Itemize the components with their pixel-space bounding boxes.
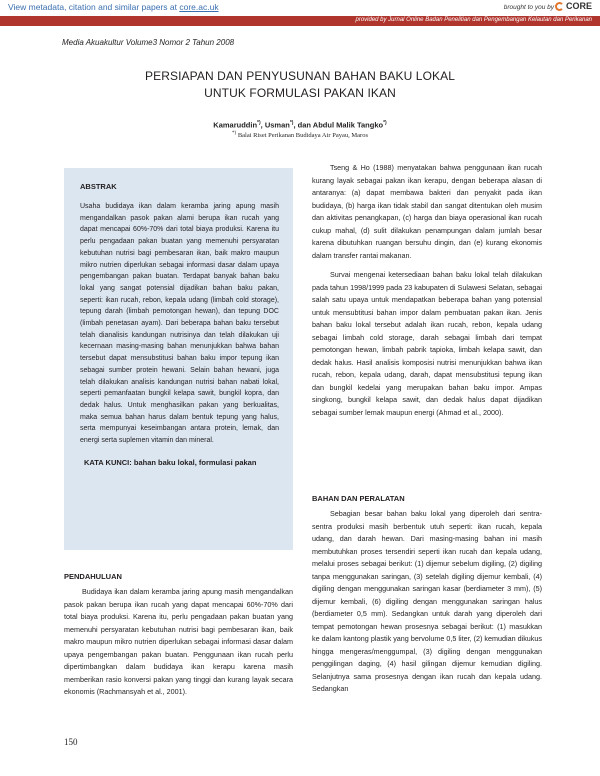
brought-by-label: brought to you by (503, 4, 554, 11)
title-line-2: UNTUK FORMULASI PAKAN IKAN (204, 86, 396, 100)
abstract-box (64, 168, 293, 550)
core-banner (0, 0, 600, 30)
paragraph-tseng: Tseng & Ho (1988) menyatakan bahwa penggunaan ikan rucah kurang layak sebagai pakan ikan kerapu, dengan beberapa alasan di antaranya: (a) dapat membawa bakteri dan penyakit pada ikan budidaya, (b) harga ikan tidak stabil dan sangat ditentukan oleh musim dan aktivitas penangkapan, (c) harga dan biaya operasional ikan rucah cukup mahal, (d) sulit dilakukan penampungan dalam jumlah besar karena dibutuhkan ruangan bersuhu dingin, dan (e) kurang ekonomis dalam transfer rantai makanan. (312, 163, 542, 260)
section-heading-bahan: BAHAN DAN PERALATAN (312, 494, 405, 503)
journal-header: Media Akuakultur Volume3 Nomor 2 Tahun 2008 (62, 38, 235, 47)
provided-by-text: provided by Jurnal Online Badan Penelitian dan Pengembangan Kelautan dan Perikanan (355, 17, 592, 23)
pendahuluan-column (64, 586, 293, 706)
core-logo[interactable]: CORE (555, 1, 592, 11)
affiliation: *) Balai Riset Perikanan Budidaya Air Payau, Maros (232, 131, 368, 140)
keywords: KATA KUNCI: bahan baku lokal, formulasi pakan (84, 457, 257, 467)
article-title (62, 68, 538, 102)
section-heading-pendahuluan: PENDAHULUAN (64, 572, 122, 581)
core-metadata-link[interactable]: View metadata, citation and similar papers at core.ac.uk (8, 2, 219, 12)
abstract-body: Usaha budidaya ikan dalam keramba jaring apung masih mengandalkan pasok pakan alami berupa ikan rucah yang dapat mencapai 60%-70% dari total biaya produksi. Karena itu perlu pengadaan pakan buatan yang memenuhi persyaratan kebutuhan nutrisi bagi pembesaran ikan, baik makro maupun mikro nutrien diperlukan sebagai informasi dasar dalam upaya pengembangan pakan buatan. Terdapat banyak bahan baku lokal yang sangat potensial dijadikan bahan baku pakan, seperti: ikan rucah, rebon, kepala udang (limbah cold storage), tepung darah (limbah pemotongan hewan), dan tepung DOC (limbah penetasan ayam). Dari beberapa bahan baku tersebut telah dianalisis kandungan nutrisinya dan telah dilakukan uji kecernaan masing-masing bahan menunjukkan bahwa bahan tersebut dapat mensubstitusi bahan baku impor tepung ikan sebagai sumber protein hewani. Selain bahan hewani, juga telah dilakukan analisis kandungan nutrisi bahan nabati lokal, seperti pemanfaatan bungkil kelapa sawit, bungkil kopra, dan dedak halus. Untuk menghasilkan pakan yang berkualitas, maka semua bahan harus dalam bentuk tepung yang halus, serta mempunyai keseimbangan antara protein, lemak, dan energi serta suplemen vitamin dan mineral. (80, 203, 279, 445)
core-logo-icon (555, 2, 564, 11)
page-number: 150 (64, 737, 78, 747)
right-column-bottom (312, 508, 542, 703)
paragraph-survai: Survai mengenai ketersediaan bahan baku lokal telah dilakukan pada tahun 1998/1999 pada 23 kabupaten di Sulawesi Selatan, sebagai salah satu upaya untuk mendapatkan beberapa bahan yang potensial untuk mensubtitusi bahan impor dalam pembuatan pakan ikan. Jenis bahan baku lokal tersebut adalah ikan rucah, rebon, kepala udang sebagai limbah cold storage, darah sebagai limbah dari tempat pemotongan hewan, limbah pabrik tapioka, limbah kelapa sawit, dan dedak halus. Hasil analisis komposisi nutrisi menunjukkan bahwa ikan rucah, rebon, kepala udang, darah, dapat mensubstitusi tepung ikan dan bungkil kedelai yang merupakan bahan baku impor. Ampas singkong, bungkil kelapa sawit, dan dedak halus dapat dijadikan sebagai sumber lemak maupun energi (Ahmad et al., 2000). (312, 270, 542, 417)
pendahuluan-paragraph: Budidaya ikan dalam keramba jaring apung masih mengandalkan pasok pakan berupa ikan rucah yang dapat mencapai 60%-70% dari total biaya produksi. Karena itu, perlu pengadaan pakan buatan yang memenuhi persyaratan kebutuhan nutrisi bagi pembesaran ikan, baik makro maupun mikro nutrien diperlukan sebagai informasi dasar dalam upaya pengembangan pakan buatan. Penggunaan ikan rucah perlu dipertimbangkan dalam budidaya ikan kerapu karena masih memberikan rasio konversi pakan yang tinggi dan kurang layak secara ekonomis (Rachmansyah et al., 2001). (64, 587, 293, 696)
abstract-heading: ABSTRAK (80, 182, 117, 191)
paragraph-bahan: Sebagian besar bahan baku lokal yang diperoleh dari sentra-sentra produksi masih berbentuk utuh seperti: ikan rucah, kepala udang, dan darah hewan. Dari masing-masing bahan ini masih membutuhkan proses tersendiri seperti ikan rucah dan kepala udang, melalui proses sebagai berikut: (1) dijemur sebelum digiling, (2) digiling tanpa menggunakan saringan, (3) setelah digiling dijemur kembali, (4) digiling dengan menggunakan saringan kasar (berdiameter 3 mm), (5) dijemur kembali, (6) digiling dengan menggunakan saringan halus (berdiameter 0,5 mm). Sedangkan untuk darah yang diperoleh dari tempat pemotongan hewan prosesnya sebagai berikut: (1) masukkan ke dalam kantong plastik yang bervolume 0,5 liter, (2) kemudian dikukus hingga mengeras/menggumpal, (3) digiling dengan menggunakan penggilingan daging, (4) hasil gilingan dijemur kemudian digiling. Selanjutnya sama prosesnya dengan ikan rucah dan kepala udang. Sedangkan (312, 509, 542, 693)
right-column-top (312, 162, 542, 426)
authors: Kamaruddin*), Usman*), dan Abdul Malik Tangko*) (213, 120, 387, 130)
provided-by-bar (0, 16, 600, 26)
title-line-1: PERSIAPAN DAN PENYUSUNAN BAHAN BAKU LOKAL (145, 69, 455, 83)
